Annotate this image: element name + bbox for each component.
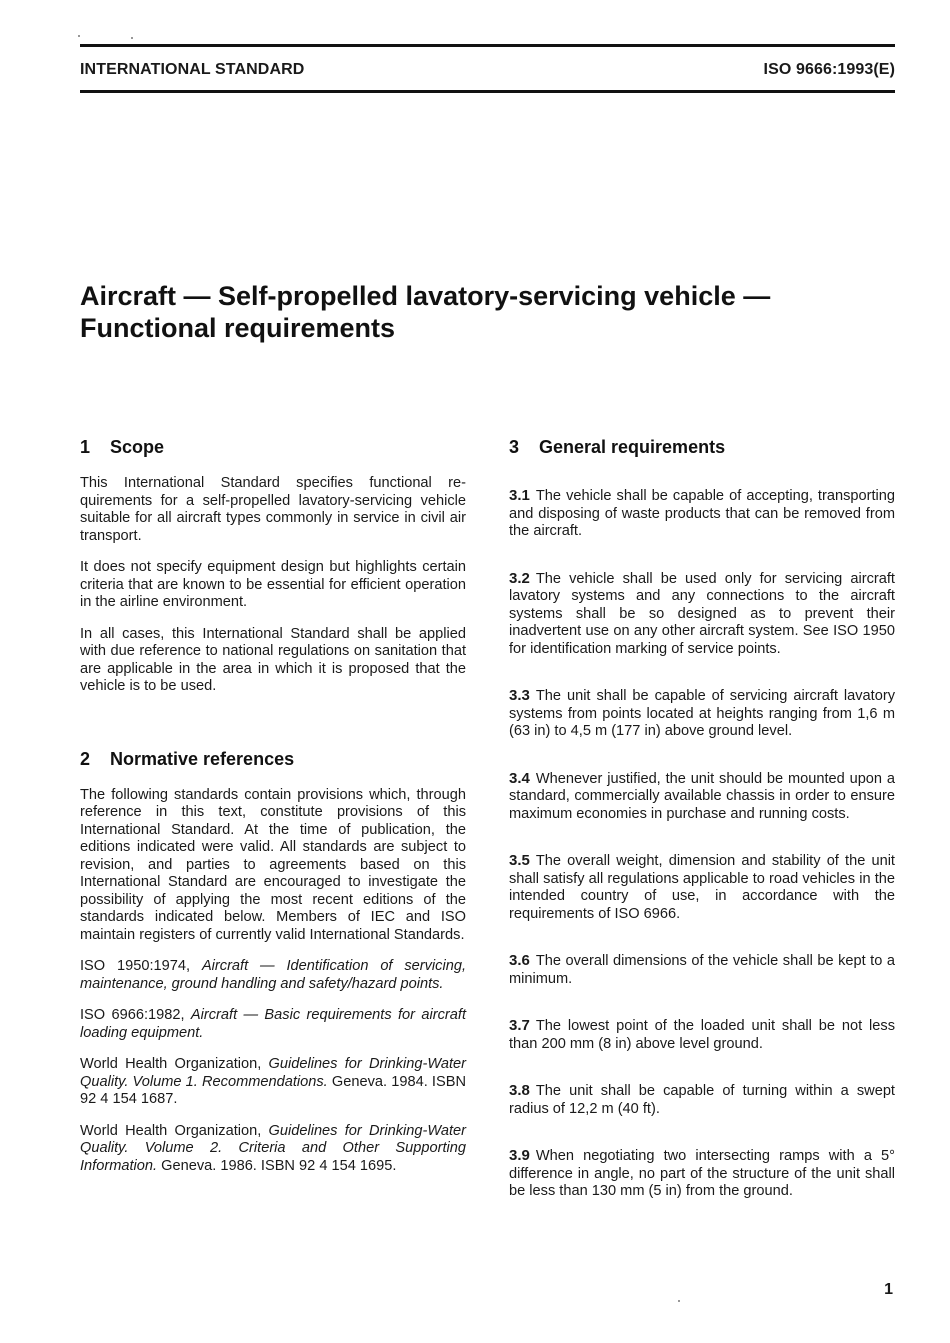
reference-title: Guidelines for Drinking-Water Quality. Volume 2. Criteria and Other Supporting Information.: [80, 1122, 466, 1174]
reference-id: ISO 6966:1982,: [80, 1007, 191, 1023]
clause-number: 3.1: [509, 487, 530, 504]
clause-text: The vehicle shall be used only for servicing aircraft lavatory systems and any connections to the aircraft systems shall be so designed as to prevent their inadvertent use on any other aircraft system. See ISO 1950 for identification marking of service points.: [509, 570, 895, 657]
clause-3-3: [509, 687, 895, 741]
clause-3-2: [509, 570, 895, 659]
document-title: [80, 280, 895, 344]
section-title: General requirements: [539, 437, 726, 457]
clause-3-1: [509, 487, 895, 541]
clause-text: The unit shall be capable of turning within a swept radius of 12,2 m (40 ft).: [509, 1083, 895, 1117]
section-heading-general-requirements: [509, 436, 895, 458]
page-number: 1: [884, 1281, 893, 1298]
clause-number: 3.2: [509, 569, 530, 587]
clause-3-5: [509, 852, 895, 923]
scan-speck: [78, 35, 80, 37]
clause-text: The overall weight, dimension and stability of the unit shall satisfy all regulations applicable to road vehicles in the intended country of use, in accordance with the requirements of ISO 6966.: [509, 853, 895, 922]
section-heading-scope: [80, 436, 466, 458]
clause-3-8: [509, 1082, 895, 1118]
clause-number: 3.6: [509, 952, 530, 969]
scope-paragraph: It does not specify equipment design but highlights certain criteria that are known to be essential for efficient operation in the airline environment.: [80, 559, 466, 610]
clause-number: 3.5: [509, 852, 530, 869]
reference-title: Aircraft — Identification of servicing, maintenance, ground handling and safety/hazard points.: [80, 958, 466, 992]
reference-title: Guidelines for Drinking-Water Quality. Volume 1. Recommendations.: [80, 1056, 466, 1090]
reference-publication: Geneva. 1984. ISBN 92 4 154 1687.: [80, 1073, 466, 1107]
left-column: [80, 436, 466, 1189]
clause-text: When negotiating two intersecting ramps with a 5° difference in angle, no part of the structure of the unit shall be less than 130 mm (5 in) from the ground.: [509, 1148, 895, 1199]
section-title: Normative references: [110, 748, 295, 769]
section-title: Scope: [110, 437, 165, 457]
header-standard-number: ISO 9666:1993(E): [763, 61, 895, 78]
clause-3-9: [509, 1147, 895, 1201]
header-standard-type: INTERNATIONAL STANDARD: [80, 61, 305, 78]
normative-references-intro: The following standards contain provisions which, through reference in this text, constitute provisions of this International Standard. At the time of publication, the editions indicated were valid. All standards are subject to revision, and parties to agreements based on this International Standard are encouraged to investigate the possibility of applying the most recent editions of the standards indicated below. Members of IEC and ISO maintain registers of currently valid International Standards.: [80, 786, 466, 943]
clause-text: The lowest point of the loaded unit shall be not less than 200 mm (8 in) above level ground.: [509, 1018, 895, 1052]
reference-publication: Geneva. 1986. ISBN 92 4 154 1695.: [157, 1157, 397, 1174]
scan-speck: [678, 1300, 680, 1302]
clause-text: Whenever justified, the unit should be mounted upon a standard, commercially available chassis in order to ensure maximum economies in purchase and running costs.: [509, 770, 895, 822]
header-rule-bottom: [80, 90, 895, 93]
scope-paragraph: This International Standard specifies functional requirements for a self-propelled lavatory-servicing vehicle suitable for all aircraft types commonly in service in civil air transport.: [80, 475, 466, 544]
clause-3-6: [509, 952, 895, 988]
clause-3-7: [509, 1017, 895, 1053]
right-column: [509, 436, 895, 1230]
clause-text: The overall dimensions of the vehicle shall be kept to a minimum.: [509, 953, 895, 987]
header-rule-top: [80, 44, 895, 47]
clause-number: 3.4: [509, 769, 530, 787]
clause-number: 3.8: [509, 1082, 530, 1099]
reference-entry: [80, 1007, 466, 1042]
scan-speck: [131, 37, 133, 39]
reference-id: ISO 1950:1974,: [80, 958, 202, 974]
clause-3-4: [509, 770, 895, 824]
reference-entry: [80, 1123, 466, 1176]
clause-text: The vehicle shall be capable of accepting, transporting and disposing of waste products that can be removed from the aircraft.: [509, 488, 895, 539]
reference-entry: [80, 1056, 466, 1109]
clause-number: 3.7: [509, 1017, 530, 1034]
section-number: 1: [80, 437, 91, 457]
reference-entry: [80, 958, 466, 993]
clause-number: 3.9: [509, 1147, 530, 1164]
title-line-1: Aircraft — Self-propelled lavatory-servicing vehicle —: [80, 281, 771, 311]
clause-number: 3.3: [509, 687, 530, 704]
reference-title: Aircraft — Basic requirements for aircraft loading equipment.: [80, 1007, 466, 1041]
section-number: 2: [80, 748, 91, 769]
section-heading-normative-references: [80, 748, 466, 770]
scope-paragraph: In all cases, this International Standard shall be applied with due reference to national regulations on sanitation that are applicable in the area in which it is proposed that the vehicle is to be used.: [80, 625, 466, 694]
reference-id: World Health Organization,: [80, 1056, 269, 1072]
clause-text: The unit shall be capable of servicing aircraft lavatory systems from points located at heights ranging from 1,6 m (63 in) to 4,5 m (177 in) above ground level.: [509, 688, 895, 739]
reference-id: World Health Organization,: [80, 1122, 269, 1139]
title-line-2: Functional requirements: [80, 313, 396, 343]
section-number: 3: [509, 437, 520, 457]
